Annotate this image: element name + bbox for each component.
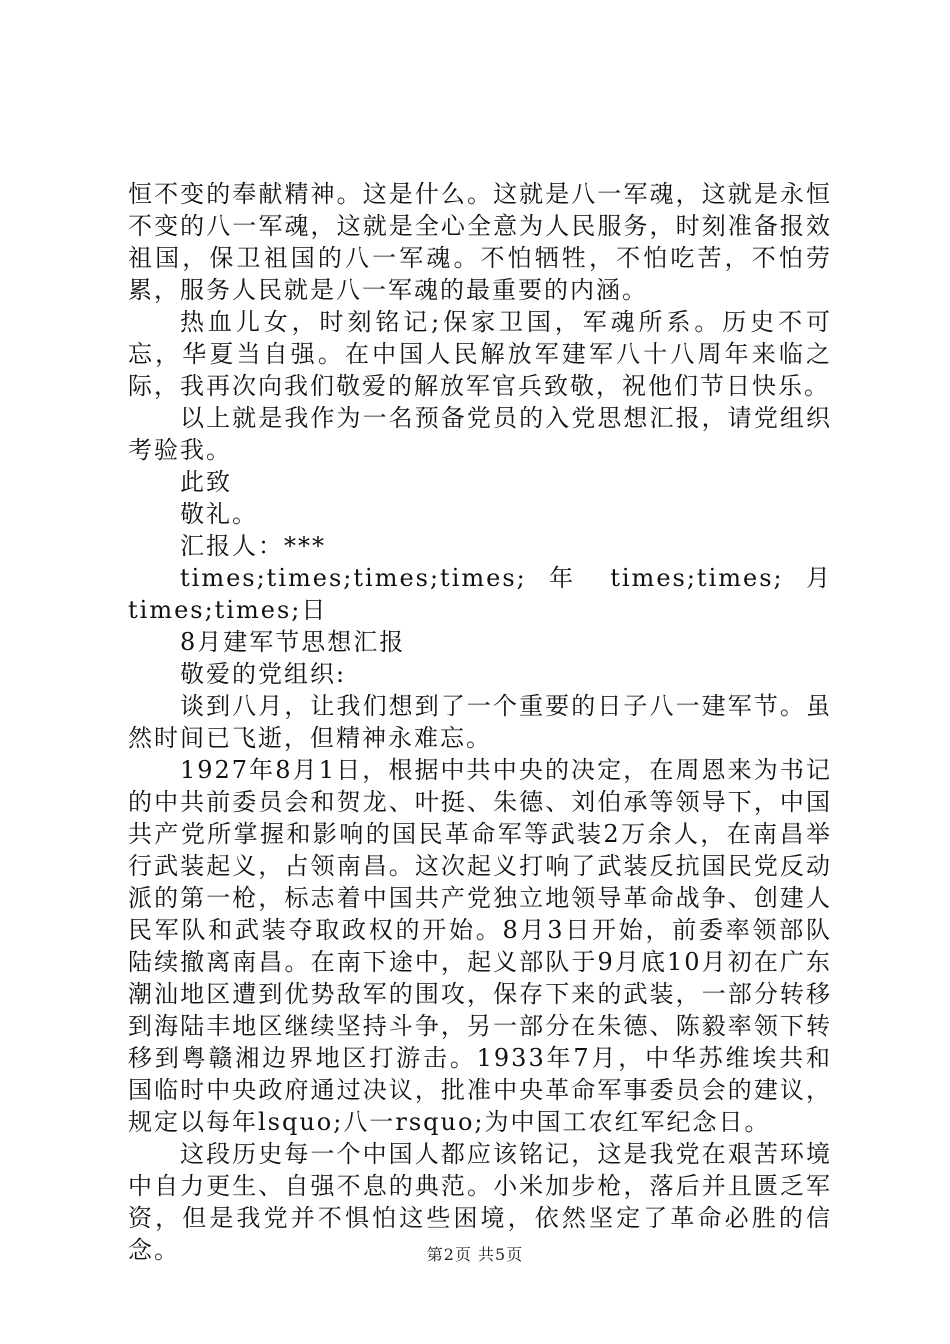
paragraph-intro: 谈到八月，让我们想到了一个重要的日子八一建军节。虽然时间已飞逝，但精神永难忘。	[128, 692, 832, 752]
paragraph-continuation: 恒不变的奉献精神。这是什么。这就是八一军魂，这就是永恒不变的八一军魂，这就是全心全意为人民服务，时刻准备报效祖国，保卫祖国的八一军魂。不怕牺牲，不怕吃苦，不怕劳累，服务人民就是八一军魂的最重要的内涵。	[128, 180, 832, 304]
paragraph-tribute: 热血儿女，时刻铭记;保家卫国，军魂所系。历史不可忘，华夏当自强。在中国人民解放军建军八十八周年来临之际，我再次向我们敬爱的解放军官兵致敬，祝他们节日快乐。	[128, 308, 832, 400]
reporter-signature: 汇报人：***	[180, 532, 326, 560]
greeting: 敬爱的党组织:	[180, 660, 347, 688]
paragraph-conclusion: 以上就是我作为一名预备党员的入党思想汇报，请党组织考验我。	[128, 404, 832, 464]
paragraph-history: 1927年8月1日，根据中共中央的决定，在周恩来为书记的中共前委员会和贺龙、叶挺、朱德、刘伯承等领导下，中国共产党所掌握和影响的国民革命军等武装2万余人，在南昌举行武装起义，占领南昌。这次起义打响了武装反抗国民党反动派的第一枪，标志着中国共产党独立地领导革命战争、创建人民军队和武装夺取政权的开始。8月3日开始，前委率领部队陆续撤离南昌。在南下途中，起义部队于9月底10月初在广东潮汕地区遭到优势敌军的围攻，保存下来的武装，一部分转移到海陆丰地区继续坚持斗争，另一部分在朱德、陈毅率领下转移到粤赣湘边界地区打游击。1933年7月，中华苏维埃共和国临时中央政府通过决议，批准中央革命军事委员会的建议，规定以每年lsquo;八一rsquo;为中国工农红军纪念日。	[128, 756, 832, 1136]
closing-salutation-1: 此致	[180, 468, 232, 496]
report-date: times;times;times;times; 年 times;times; 月 times;times;日	[128, 564, 832, 624]
closing-salutation-2: 敬礼。	[180, 500, 258, 528]
document-body	[128, 178, 832, 1266]
page-number-footer: 第2页 共5页	[426, 1245, 524, 1264]
paragraph-reflection: 这段历史每一个中国人都应该铭记，这是我党在艰苦环境中自力更生、自强不息的典范。小米加步枪，落后并且匮乏军资，但是我党并不惧怕这些困境，依然坚定了革命必胜的信念。	[128, 1140, 832, 1264]
section-title: 8月建军节思想汇报	[180, 628, 406, 656]
